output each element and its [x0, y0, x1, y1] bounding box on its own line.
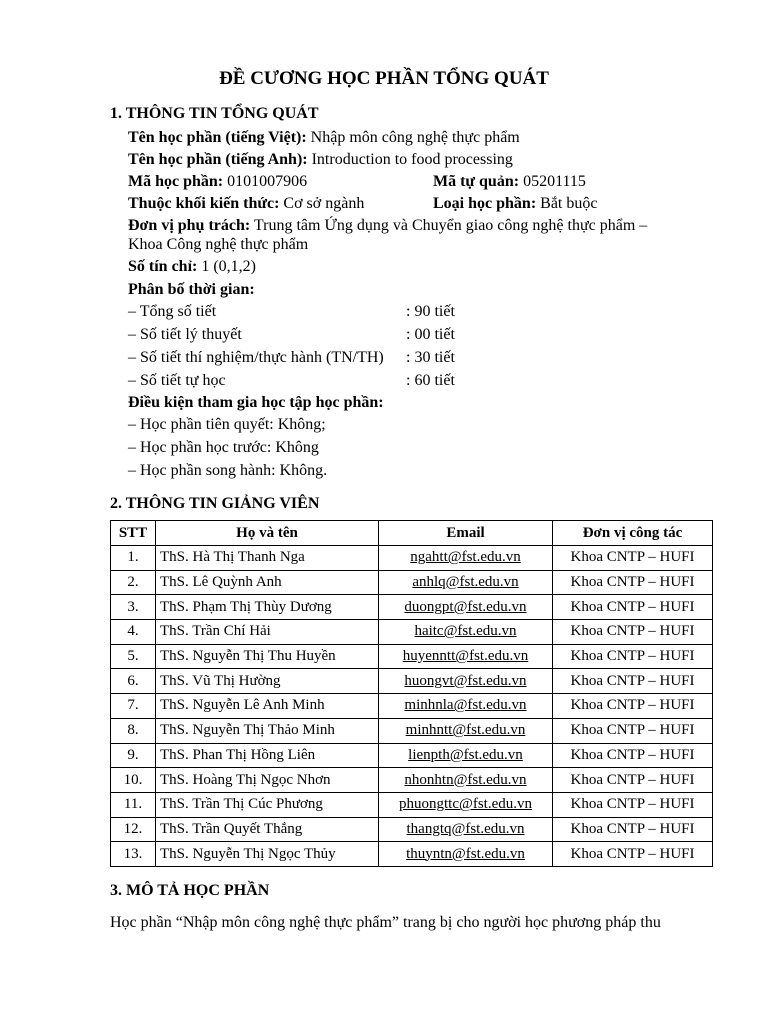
- cell-name: ThS. Trần Quyết Thắng: [156, 817, 379, 842]
- email-link[interactable]: thangtq@fst.edu.vn: [406, 820, 525, 837]
- management-code: [433, 173, 586, 191]
- course-type-value: Bắt buộc: [536, 195, 598, 212]
- cell-name: ThS. Nguyễn Lê Anh Minh: [156, 694, 379, 719]
- email-link[interactable]: phuongttc@fst.edu.vn: [399, 796, 532, 813]
- email-link[interactable]: huyenntt@fst.edu.vn: [402, 648, 529, 665]
- cell-email: [379, 768, 553, 793]
- course-name-vi-value: Nhập môn công nghệ thực phẩm: [306, 129, 520, 146]
- cell-unit: Khoa CNTP – HUFI: [553, 743, 713, 768]
- table-row: [111, 792, 713, 817]
- time-allocation-label: Phân bố thời gian:: [128, 281, 255, 298]
- knowledge-block-value: Cơ sở ngành: [279, 195, 365, 212]
- cell-stt: 1.: [111, 546, 156, 571]
- cell-unit: Khoa CNTP – HUFI: [553, 570, 713, 595]
- time-item-label: – Số tiết lý thuyết: [128, 326, 242, 343]
- table-row: [111, 620, 713, 645]
- time-item-label: – Tổng số tiết: [128, 303, 217, 320]
- cell-name: ThS. Nguyễn Thị Thu Huyền: [156, 644, 379, 669]
- cell-name: ThS. Vũ Thị Hường: [156, 669, 379, 694]
- email-link[interactable]: thuyntn@fst.edu.vn: [406, 845, 525, 862]
- cell-stt: 3.: [111, 595, 156, 620]
- cell-email: [379, 718, 553, 743]
- cell-stt: 2.: [111, 570, 156, 595]
- time-item-value: : 60 tiết: [406, 372, 455, 389]
- cell-name: ThS. Hà Thị Thanh Nga: [156, 546, 379, 571]
- responsible-unit-line2: Khoa Công nghệ thực phẩm: [128, 236, 309, 253]
- cell-name: ThS. Nguyễn Thị Thảo Minh: [156, 718, 379, 743]
- cell-stt: 5.: [111, 644, 156, 669]
- email-link[interactable]: lienpth@fst.edu.vn: [408, 746, 523, 763]
- email-link[interactable]: minhntt@fst.edu.vn: [405, 722, 526, 739]
- cell-unit: Khoa CNTP – HUFI: [553, 718, 713, 743]
- cell-stt: 7.: [111, 694, 156, 719]
- knowledge-block: [128, 195, 364, 213]
- cell-email: [379, 842, 553, 867]
- course-name-vi: [128, 129, 520, 147]
- cell-name: ThS. Trần Chí Hải: [156, 620, 379, 645]
- condition-item: – Học phần tiên quyết: Không;: [128, 416, 326, 433]
- responsible-unit-value: Trung tâm Ứng dụng và Chuyển giao công nghệ thực phẩm –: [250, 217, 648, 234]
- email-link[interactable]: haitc@fst.edu.vn: [414, 623, 517, 640]
- course-code-label: Mã học phần:: [128, 173, 224, 190]
- time-item-value: : 30 tiết: [406, 349, 455, 366]
- cell-name: ThS. Phạm Thị Thùy Dương: [156, 595, 379, 620]
- time-item-value: : 90 tiết: [406, 303, 455, 320]
- cell-name: ThS. Hoàng Thị Ngọc Nhơn: [156, 768, 379, 793]
- email-link[interactable]: minhnla@fst.edu.vn: [404, 697, 527, 714]
- course-name-en: [128, 151, 513, 169]
- table-row: [111, 768, 713, 793]
- course-name-en-label: Tên học phần (tiếng Anh):: [128, 151, 308, 168]
- table-row: [111, 570, 713, 595]
- section3-heading: 3. MÔ TẢ HỌC PHẦN: [110, 882, 270, 899]
- cell-stt: 9.: [111, 743, 156, 768]
- course-name-en-value: Introduction to food processing: [307, 151, 513, 168]
- table-row: [111, 546, 713, 571]
- cell-email: [379, 570, 553, 595]
- section2-heading: 2. THÔNG TIN GIẢNG VIÊN: [110, 495, 320, 512]
- cell-stt: 6.: [111, 669, 156, 694]
- email-link[interactable]: duongpt@fst.edu.vn: [404, 598, 527, 615]
- course-code: [128, 173, 307, 191]
- cell-email: [379, 817, 553, 842]
- conditions-label: Điều kiện tham gia học tập học phần:: [128, 394, 384, 411]
- lecturer-table: [110, 520, 713, 867]
- course-type: [433, 195, 597, 213]
- cell-email: [379, 694, 553, 719]
- cell-unit: Khoa CNTP – HUFI: [553, 644, 713, 669]
- time-item-label: – Số tiết thí nghiệm/thực hành (TN/TH): [128, 349, 384, 366]
- cell-email: [379, 546, 553, 571]
- table-row: [111, 842, 713, 867]
- document-title: ĐỀ CƯƠNG HỌC PHẦN TỔNG QUÁT: [219, 68, 549, 89]
- course-name-vi-label: Tên học phần (tiếng Việt):: [128, 129, 307, 146]
- table-row: [111, 743, 713, 768]
- cell-stt: 10.: [111, 768, 156, 793]
- time-item-label: – Số tiết tự học: [128, 372, 226, 389]
- credits-value: 1 (0,1,2): [197, 258, 256, 275]
- credits-label: Số tín chỉ:: [128, 258, 198, 275]
- email-link[interactable]: nhonhtn@fst.edu.vn: [404, 771, 527, 788]
- course-description: Học phần “Nhập môn công nghệ thực phẩm” trang bị cho người học phương pháp thu: [110, 914, 661, 931]
- lecturer-table-body: [111, 546, 713, 867]
- condition-item: – Học phần song hành: Không.: [128, 462, 328, 479]
- cell-name: ThS. Phan Thị Hồng Liên: [156, 743, 379, 768]
- cell-stt: 11.: [111, 792, 156, 817]
- cell-unit: Khoa CNTP – HUFI: [553, 546, 713, 571]
- cell-email: [379, 743, 553, 768]
- management-code-label: Mã tự quản:: [433, 173, 520, 190]
- table-row: [111, 644, 713, 669]
- cell-stt: 12.: [111, 817, 156, 842]
- cell-unit: Khoa CNTP – HUFI: [553, 768, 713, 793]
- table-row: [111, 817, 713, 842]
- section1-heading: 1. THÔNG TIN TỔNG QUÁT: [110, 105, 319, 122]
- column-header-name: Họ và tên: [156, 521, 379, 546]
- email-link[interactable]: ngahtt@fst.edu.vn: [410, 549, 521, 566]
- course-code-value: 0101007906: [223, 173, 308, 190]
- cell-email: [379, 644, 553, 669]
- cell-unit: Khoa CNTP – HUFI: [553, 669, 713, 694]
- table-row: [111, 595, 713, 620]
- cell-unit: Khoa CNTP – HUFI: [553, 595, 713, 620]
- credits: [128, 258, 256, 276]
- cell-unit: Khoa CNTP – HUFI: [553, 694, 713, 719]
- cell-name: ThS. Lê Quỳnh Anh: [156, 570, 379, 595]
- column-header-stt: STT: [111, 521, 156, 546]
- table-header-row: [111, 521, 713, 546]
- responsible-unit: [128, 217, 647, 235]
- cell-email: [379, 669, 553, 694]
- cell-unit: Khoa CNTP – HUFI: [553, 842, 713, 867]
- cell-unit: Khoa CNTP – HUFI: [553, 817, 713, 842]
- time-item-value: : 00 tiết: [406, 326, 455, 343]
- condition-item: – Học phần học trước: Không: [128, 439, 319, 456]
- cell-name: ThS. Trần Thị Cúc Phương: [156, 792, 379, 817]
- table-row: [111, 669, 713, 694]
- column-header-unit: Đơn vị công tác: [553, 521, 713, 546]
- cell-email: [379, 620, 553, 645]
- cell-unit: Khoa CNTP – HUFI: [553, 792, 713, 817]
- email-link[interactable]: huongvt@fst.edu.vn: [404, 672, 527, 689]
- cell-unit: Khoa CNTP – HUFI: [553, 620, 713, 645]
- knowledge-block-label: Thuộc khối kiến thức:: [128, 195, 280, 212]
- course-type-label: Loại học phần:: [433, 195, 537, 212]
- table-row: [111, 718, 713, 743]
- cell-email: [379, 792, 553, 817]
- cell-stt: 4.: [111, 620, 156, 645]
- management-code-value: 05201115: [519, 173, 586, 190]
- cell-name: ThS. Nguyễn Thị Ngọc Thủy: [156, 842, 379, 867]
- email-link[interactable]: anhlq@fst.edu.vn: [412, 574, 519, 591]
- cell-email: [379, 595, 553, 620]
- cell-stt: 13.: [111, 842, 156, 867]
- table-row: [111, 694, 713, 719]
- responsible-unit-label: Đơn vị phụ trách:: [128, 217, 251, 234]
- column-header-email: Email: [379, 521, 553, 546]
- cell-stt: 8.: [111, 718, 156, 743]
